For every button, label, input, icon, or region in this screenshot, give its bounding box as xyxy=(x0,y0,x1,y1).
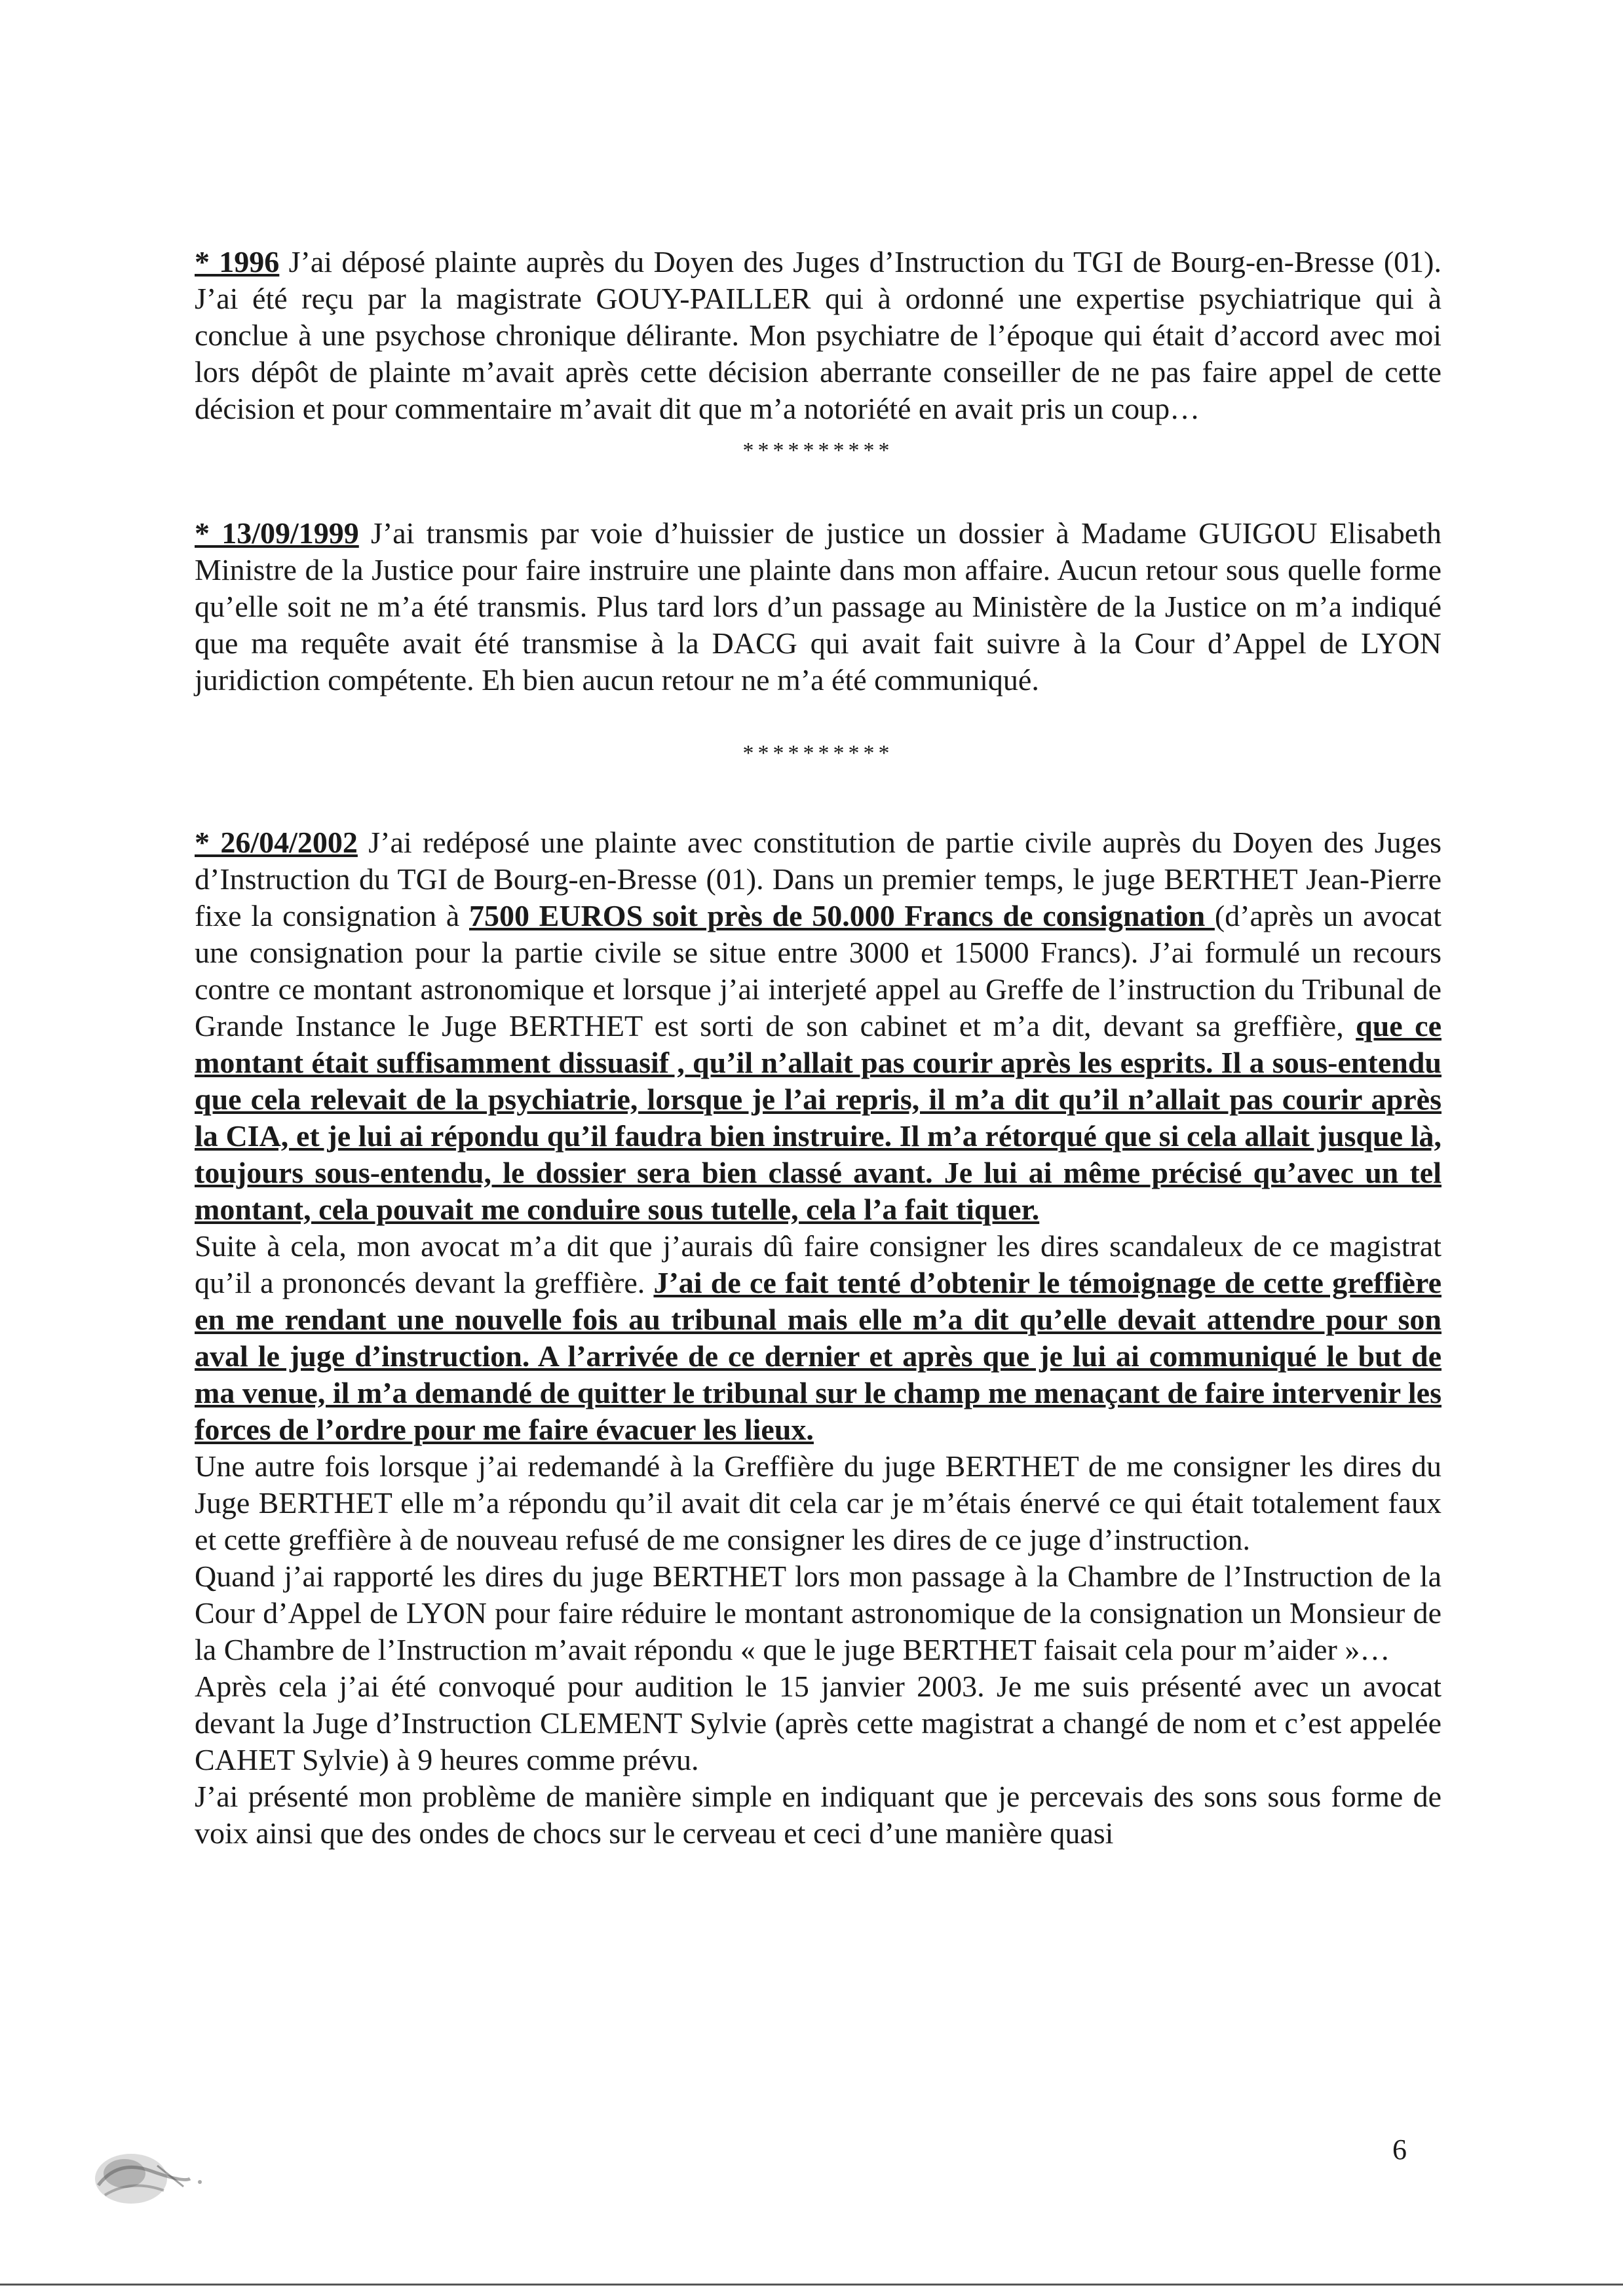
date-marker-1996: * 1996 xyxy=(195,245,280,278)
paragraph-2002 xyxy=(195,824,1442,1228)
paragraph-2002-text-a: J’ai redéposé une plainte avec constitution de partie civile auprès du Doyen des Juges d’Instruction du TGI de Bourg-en-Bresse (01). Dans un premier temps, le juge BERTHET Jean-Pierre fixe la consignation à xyxy=(195,826,1442,932)
paragraph-1996-text: J’ai déposé plainte auprès du Doyen des Juges d’Instruction du TGI de Bourg-en-Bresse (01). J’ai été reçu par la magistrate GOUY-PAILLER qui à ordonné une expertise psychiatrique qui à conclue à une psychose chronique délirante. Mon psychiatre de l’époque qui était d’accord avec moi lors dépôt de plainte m’avait après cette décision aberrante conseiller de ne pas faire appel de cette décision et pour commentaire m’avait dit que m’a notoriété en avait pris un coup… xyxy=(195,245,1442,425)
paragraph-1999 xyxy=(195,515,1442,698)
paragraph-1996 xyxy=(195,244,1442,427)
paragraph-lawyer-advice xyxy=(195,1228,1442,1448)
date-marker-2002: * 26/04/2002 xyxy=(195,826,358,859)
page-number: 6 xyxy=(1392,2133,1407,2166)
date-marker-1999: * 13/09/1999 xyxy=(195,516,359,550)
clerk-testimony-emphasis: J’ai de ce fait tenté d’obtenir le témoignage de cette greffière en me rendant une nouvelle fois au tribunal mais elle m’a dit qu’elle devait attendre pour son aval le juge d’instruction. A l’arrivée de ce dernier et après que je lui ai communiqué le but de ma venue, il m’a demandé de quitter le tribunal sur le champ me menaçant de faire intervenir les forces de l’ordre pour me faire évacuer les lieux. xyxy=(195,1266,1442,1446)
smudge-stamp-mark xyxy=(85,2133,236,2221)
paragraph-1999-text: J’ai transmis par voie d’huissier de justice un dossier à Madame GUIGOU Elisabeth Ministre de la Justice pour faire instruire une plainte dans mon affaire. Aucun retour sous quelle forme qu’elle soit ne m’a été transmis. Plus tard lors d’un passage au Ministère de la Justice on m’a indiqué que ma requête avait été transmise à la DACG qui avait fait suivre à la Cour d’Appel de LYON juridiction compétente. Eh bien aucun retour ne m’a été communiqué. xyxy=(195,516,1442,697)
paragraph-audition: Après cela j’ai été convoqué pour audition le 15 janvier 2003. Je me suis présenté avec un avocat devant la Juge d’Instruction CLEMENT Sylvie (après cette magistrat a changé de nom et c’est appelée CAHET Sylvie) à 9 heures comme prévu. xyxy=(195,1670,1442,1776)
paragraph-problem-description: J’ai présenté mon problème de manière simple en indiquant que je percevais des sons sous forme de voix ainsi que des ondes de chocs sur le cerveau et ceci d’une manière quasi xyxy=(195,1780,1442,1850)
bottom-edge-line xyxy=(0,2284,1623,2286)
paragraph-chambre-instruction: Quand j’ai rapporté les dires du juge BERTHET lors mon passage à la Chambre de l’Instruction de la Cour d’Appel de LYON pour faire réduire le montant astronomique de la consignation un Monsieur de la Chambre de l’Instruction m’avait répondu « que le juge BERTHET faisait cela pour m’aider »… xyxy=(195,1559,1442,1666)
separator-2: ********** xyxy=(742,741,894,765)
paragraph-clerk-refusal: Une autre fois lorsque j’ai redemandé à la Greffière du juge BERTHET de me consigner les dires du Juge BERTHET elle m’a répondu qu’il avait dit cela car je m’étais énervé ce qui était totalement faux et cette greffière à de nouveau refusé de me consigner les dires de ce juge d’instruction. xyxy=(195,1449,1442,1556)
paragraph-2002-text-b: (d’après un avocat une consignation pour la partie civile se situe entre 3000 et 15000 Francs). J’ai formulé un recours contre ce montant astronomique et lorsque j’ai interjeté appel au Greffe de l’instruction du Tribunal de Grande Instance le Juge BERTHET est sorti de son cabinet et m’a dit, devant sa greffière, xyxy=(195,899,1442,1043)
paragraph-lawyer-advice-text: Suite à cela, mon avocat m’a dit que j’aurais dû faire consigner les dires scandaleux de ce magistrat qu’il a prononcés devant la greffière. xyxy=(195,1229,1442,1299)
consignation-amount-emphasis: 7500 EUROS soit près de 50.000 Francs de consignation xyxy=(468,899,1215,932)
judge-statement-emphasis: que ce montant était suffisamment dissuasif , qu’il n’allait pas courir après les esprits. Il a sous-entendu que cela relevait de la psychiatrie, lorsque je l’ai repris, il m’a dit qu’il n’allait pas courir après la CIA, et je lui ai répondu qu’il faudra bien instruire. Il m’a rétorqué que si cela allait jusque là, toujours sous-entendu, le dossier sera bien classé avant. Je lui ai même précisé qu’avec un tel montant, cela pouvait me conduire sous tutelle, cela l’a fait tiquer. xyxy=(195,1009,1442,1226)
document-body xyxy=(195,244,1442,1852)
separator-1: ********** xyxy=(742,438,894,463)
